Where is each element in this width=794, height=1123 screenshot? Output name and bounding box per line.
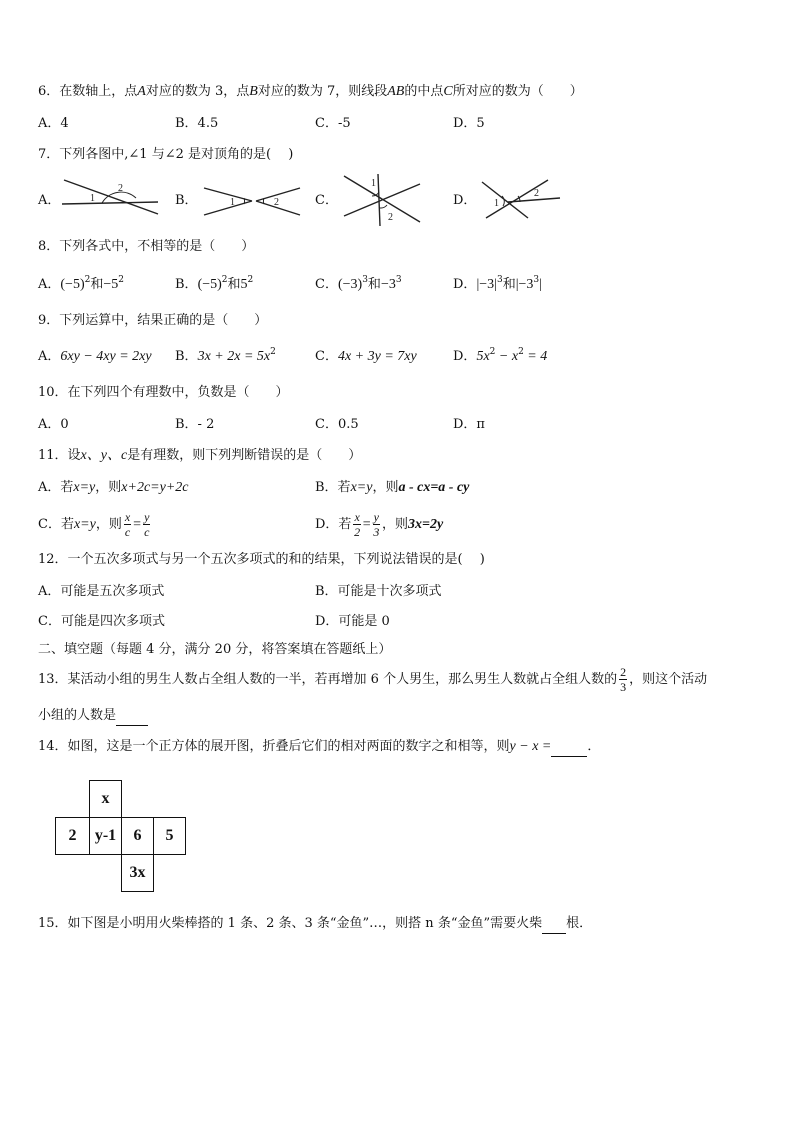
question-13-text: 13．某活动小组的男生人数占全组人数的一半，若再增加 6 个人男生，那么男生人数就占全组人数的 $\frac{2}{3}$ ，则这个活动 bbox=[38, 665, 708, 694]
question-12-text: 12．一个五次多项式与另一个五次多项式的和的结果，下列说法错误的是( ) bbox=[38, 552, 485, 567]
net-cell-bottom: 3x bbox=[121, 854, 154, 892]
q7-option-a-letter: A． bbox=[38, 193, 61, 208]
q7a-angle-2-label: 2 bbox=[118, 183, 123, 194]
q10-option-d: D．π bbox=[453, 417, 485, 432]
q6-option-d: D．5 bbox=[453, 116, 485, 131]
question-9-text: 9．下列运算中，结果正确的是（ ） bbox=[38, 313, 268, 328]
q10-option-c: C．0.5 bbox=[315, 417, 359, 432]
net-cell-top: x bbox=[89, 780, 122, 818]
q7-figure-a bbox=[60, 174, 162, 224]
q7c-angle-1-label: 1 bbox=[371, 178, 376, 189]
q12-option-b: B．可能是十次多项式 bbox=[315, 584, 442, 599]
q7-option-b-letter: B． bbox=[175, 193, 198, 208]
q6-option-c: C．-5 bbox=[315, 116, 351, 131]
q10-option-b: B．- 2 bbox=[175, 417, 215, 432]
section-2-heading: 二、填空题（每题 4 分，满分 20 分，将答案填在答题纸上） bbox=[38, 642, 392, 657]
q9-option-a: A．6xy − 4xy = 2xy bbox=[38, 349, 152, 364]
q7b-angle-1-label: 1 bbox=[230, 197, 235, 208]
q11-option-a: A．若x=y，则x+2c=y+2c bbox=[38, 480, 189, 495]
q8-option-d: D．$|-3|^3$和$|-3^3|$ bbox=[453, 275, 542, 292]
q9-option-d: D．$5x^2 - x^2 = 4$ bbox=[453, 347, 548, 364]
q11-option-d: D．若 $\frac{x}{2}$ = $\frac{y}{3}$ ，则3x=2y bbox=[315, 510, 444, 539]
q7c-angle-2-label: 2 bbox=[388, 212, 393, 223]
q7d-angle-1-label: 1 bbox=[494, 198, 499, 209]
q6-option-a: A．4 bbox=[38, 116, 69, 131]
q9-option-b: B．$3x + 2x = 5x^2$ bbox=[175, 347, 276, 364]
q9-option-c: C．4x + 3y = 7xy bbox=[315, 349, 417, 364]
q8-option-a: A．$(-5)^2$和$-5^2$ bbox=[38, 275, 125, 292]
q12-option-c: C．可能是四次多项式 bbox=[38, 614, 165, 629]
q6-option-b: B．4.5 bbox=[175, 116, 219, 131]
q7-option-c-letter: C． bbox=[315, 193, 338, 208]
q7-figure-b bbox=[200, 182, 302, 218]
q7a-angle-1-label: 1 bbox=[90, 193, 95, 204]
q10-option-a: A．0 bbox=[38, 417, 69, 432]
q13-answer-blank[interactable] bbox=[116, 707, 148, 726]
q14-answer-blank[interactable] bbox=[551, 738, 587, 757]
q7b-angle-2-label: 2 bbox=[274, 197, 279, 208]
net-cell-2: y-1 bbox=[89, 817, 122, 855]
q12-option-a: A．可能是五次多项式 bbox=[38, 584, 165, 599]
q11-option-c: C．若x=y，则 $\frac{x}{c}$ = $\frac{y}{c}$ bbox=[38, 510, 150, 539]
net-cell-3: 6 bbox=[121, 817, 154, 855]
q11-option-b: B．若x=y，则a - cx=a - cy bbox=[315, 480, 470, 495]
net-cell-1: 2 bbox=[55, 817, 90, 855]
q8-option-b: B．$(-5)^2$和$5^2$ bbox=[175, 275, 254, 292]
q8-option-c: C．$(-3)^3$和$-3^3$ bbox=[315, 275, 402, 292]
q12-option-d: D．可能是 0 bbox=[315, 614, 390, 629]
question-11-text: 11．设x、y、c是有理数，则下列判断错误的是（ ） bbox=[38, 448, 362, 463]
question-6-text: 6．在数轴上，点A对应的数为 3，点B对应的数为 7，则线段AB的中点C所对应的数为（ ） bbox=[38, 84, 583, 99]
net-cell-4: 5 bbox=[153, 817, 186, 855]
q7-figure-c bbox=[340, 172, 424, 228]
q7-option-d-letter: D． bbox=[453, 193, 477, 208]
question-14-text: 14．如图，这是一个正方体的展开图，折叠后它们的相对两面的数字之和相等，则y − x = ． bbox=[38, 738, 600, 757]
question-8-text: 8．下列各式中，不相等的是（ ） bbox=[38, 239, 255, 254]
q7d-angle-2-label: 2 bbox=[534, 188, 539, 199]
question-10-text: 10．在下列四个有理数中，负数是（ ） bbox=[38, 385, 289, 400]
question-7-text: 7．下列各图中,∠1 与∠2 是对顶角的是( ) bbox=[38, 147, 294, 162]
q15-answer-blank[interactable] bbox=[542, 915, 566, 934]
question-15-text: 15．如下图是小明用火柴棒搭的 1 条、2 条、3 条“金鱼”…，则搭 n 条“金鱼”需要火柴 根． bbox=[38, 915, 592, 934]
q7-figure-d bbox=[478, 176, 562, 222]
question-13-text-line-2: 小组的人数是 bbox=[38, 707, 148, 726]
